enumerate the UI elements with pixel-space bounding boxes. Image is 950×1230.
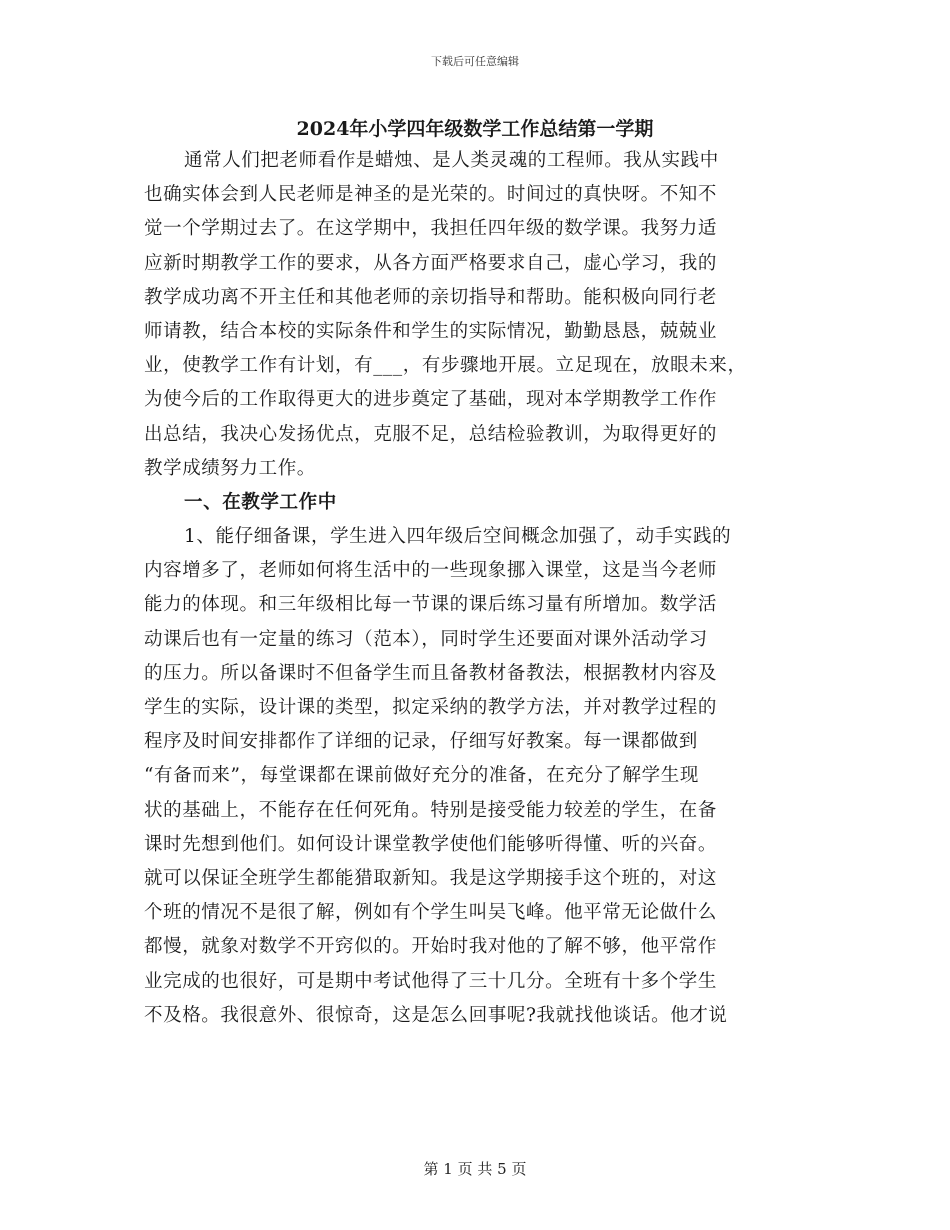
section-heading [144, 486, 809, 520]
text-line: 应新时期教学工作的要求，从各方面严格要求自己，虚心学习，我的 [144, 252, 718, 274]
text-line: 1、能仔细备课，学生进入四年级后空间概念加强了，动手实践的 [184, 526, 732, 548]
document-body [144, 144, 809, 1033]
section-heading-text: 一、在教学工作中 [184, 491, 337, 513]
text-line: 都慢，就象对数学不开窍似的。开始时我对他的了解不够，他平常作 [144, 936, 718, 958]
text-line: 出总结，我决心发扬优点，克服不足，总结检验教训，为取得更好的 [144, 423, 718, 445]
text-line: 状的基础上，不能存在任何死角。特别是接受能力较差的学生，在备 [144, 799, 718, 821]
text-line: 为使今后的工作取得更大的进步奠定了基础，现对本学期教学工作作 [144, 389, 718, 411]
text-line: 能力的体现。和三年级相比每一节课的课后练习量有所增加。数学活 [144, 594, 718, 616]
text-line: 程序及时间安排都作了详细的记录，仔细写好教案。每一课都做到 [144, 731, 698, 753]
text-line: 业完成的也很好，可是期中考试他得了三十几分。全班有十多个学生 [144, 970, 718, 992]
text-line: 学生的实际，设计课的类型，拟定采纳的教学方法，并对教学过程的 [144, 697, 718, 718]
text-line: 教学成绩努力工作。 [144, 457, 316, 479]
page-number: 第 1 页 共 5 页 [423, 1160, 527, 1178]
text-line: 课时先想到他们。如何设计课堂教学使他们能够听得懂、听的兴奋。 [144, 833, 718, 855]
document-title: 2024年小学四年级数学工作总结第一学期 [296, 118, 654, 140]
text-line: 内容增多了，老师如何将生活中的一些现象挪入课堂，这是当今老师 [144, 560, 718, 582]
text-line: “有备而来”，每堂课都在课前做好充分的准备，在充分了解学生现 [144, 765, 699, 787]
text-line: 觉一个学期过去了。在这学期中，我担任四年级的数学课。我努力适 [144, 218, 718, 240]
page-header-note: 下载后可任意编辑 [431, 55, 519, 68]
body-paragraph [144, 520, 809, 1033]
text-line: 个班的情况不是很了解，例如有个学生叫吴飞峰。他平常无论做什么 [144, 902, 718, 924]
text-line: 业，使教学工作有计划，有___，有步骤地开展。立足现在，放眼未来， [144, 355, 747, 377]
text-line: 的压力。所以备课时不但备学生而且备教材备教法，根据教材内容及 [144, 662, 718, 684]
text-line: 通常人们把老师看作是蜡烛、是人类灵魂的工程师。我从实践中 [184, 150, 719, 171]
text-line: 师请教，结合本校的实际条件和学生的实际情况，勤勤恳恳，兢兢业 [144, 320, 718, 342]
intro-paragraph [144, 144, 809, 486]
text-line: 不及格。我很意外、很惊奇，这是怎么回事呢?我就找他谈话。他才说 [144, 1004, 728, 1026]
text-line: 就可以保证全班学生都能猎取新知。我是这学期接手这个班的，对这 [144, 867, 718, 889]
text-line: 教学成功离不开主任和其他老师的亲切指导和帮助。能积极向同行老 [144, 286, 718, 308]
text-line: 也确实体会到人民老师是神圣的是光荣的。时间过的真快呀。不知不 [144, 184, 718, 206]
text-line: 动课后也有一定量的练习（范本），同时学生还要面对课外活动学习 [144, 628, 708, 650]
